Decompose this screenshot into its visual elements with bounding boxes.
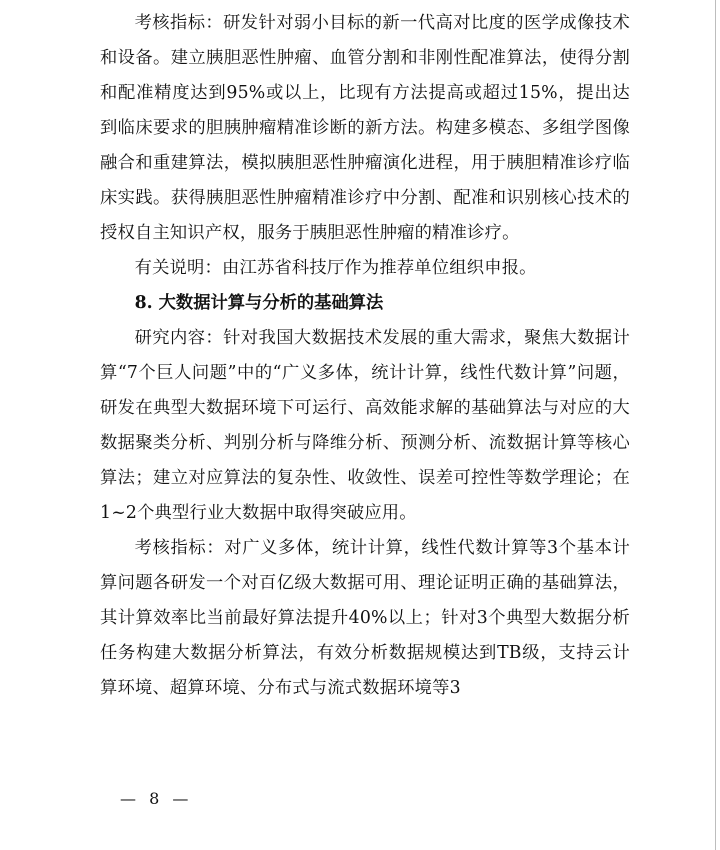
document-body	[100, 0, 630, 706]
paragraph-related-notes: 有关说明：由江苏省科技厅作为推荐单位组织申报。	[134, 258, 537, 278]
section-heading: 8. 大数据计算与分析的基础算法	[134, 293, 384, 313]
page-edge-line	[715, 0, 716, 850]
paragraph-assessment-indicators-1: 考核指标：研发针对弱小目标的新一代高对比度的医学成像技术和设备。建立胰胆恶性肿瘤、血管分割和非刚性配准算法，使得分割和配准精度达到95%或以上，比现有方法提高或超过15%，提出达到临床要求的胆胰肿瘤精准诊断的新方法。构建多模态、多组学图像融合和重建算法，模拟胰胆恶性肿瘤演化进程，用于胰胆精准诊疗临床实践。获得胰胆恶性肿瘤精准诊疗中分割、配准和识别核心技术的授权自主知识产权，服务于胰胆恶性肿瘤的精准诊疗。	[100, 13, 630, 243]
page-number: — 8 —	[120, 789, 193, 808]
paragraph-research-content: 研究内容：针对我国大数据技术发展的重大需求，聚焦大数据计算“7个巨人问题”中的“广义多体，统计计算，线性代数计算”问题，研发在典型大数据环境下可运行、高效能求解的基础算法与对应的大数据聚类分析、判别分析与降维分析、预测分析、流数据计算等核心算法；建立对应算法的复杂性、收敛性、误差可控性等数学理论；在1~2个典型行业大数据中取得突破应用。	[100, 328, 630, 523]
paragraph-assessment-indicators-2: 考核指标：对广义多体，统计计算，线性代数计算等3个基本计算问题各研发一个对百亿级大数据可用、理论证明正确的基础算法，其计算效率比当前最好算法提升40%以上；针对3个典型大数据分析任务构建大数据分析算法，有效分析数据规模达到TB级，支持云计算环境、超算环境、分布式与流式数据环境等3	[100, 538, 630, 698]
